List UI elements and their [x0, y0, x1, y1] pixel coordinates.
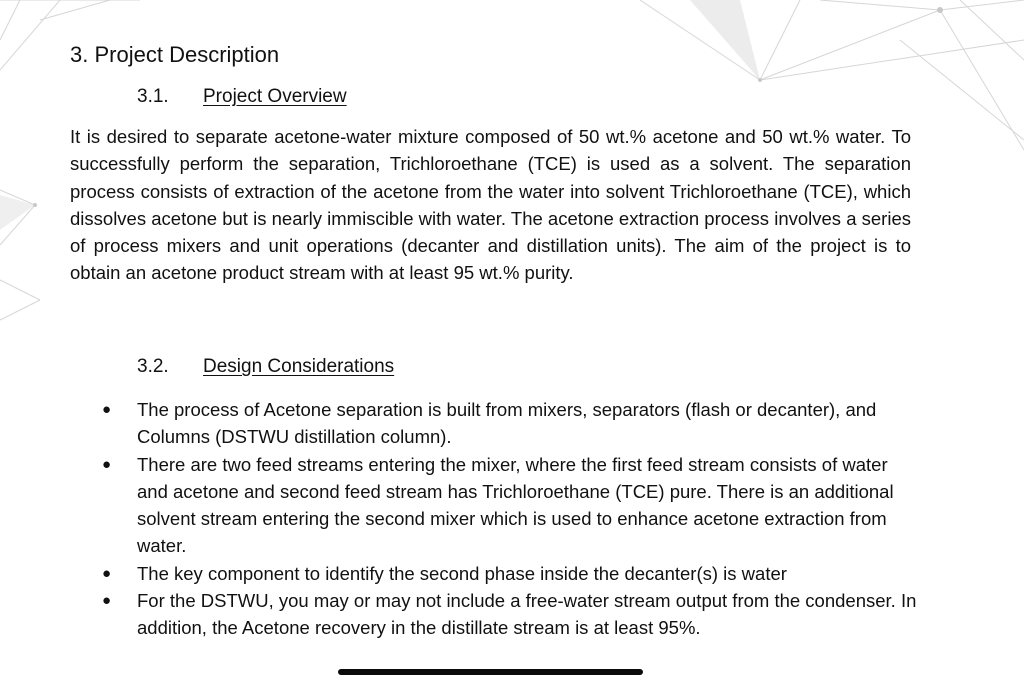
- subsection-heading-overview: [137, 84, 347, 110]
- overview-paragraph: It is desired to separate acetone-water mixture composed of 50 wt.% acetone and 50 wt.% water. To successfully perform the separation, Trichloroethane (TCE) is used as a solvent. The separation process consists of extraction of the acetone from the water into solvent Trichloroethane (TCE), which dissolves acetone but is nearly immiscible with water. The acetone extraction process involves a series of process mixers and unit operations (decanter and distillation units). The aim of the project is to obtain an acetone product stream with at least 95 wt.% purity.: [70, 126, 911, 284]
- subsection-heading-design: [137, 354, 394, 380]
- bullet-icon: ●: [102, 455, 112, 473]
- list-item-text: The process of Acetone separation is built from mixers, separators (flash or decanter), and Columns (DSTWU distillation column).: [137, 399, 877, 448]
- design-considerations-list: [100, 396, 920, 642]
- bullet-icon: ●: [102, 401, 112, 418]
- list-item-text: For the DSTWU, you may or may not include a free-water stream output from the condenser. In addition, the Acetone recovery in the distillate stream is at least 95%.: [137, 590, 917, 639]
- list-item: [100, 451, 920, 560]
- home-indicator-bar[interactable]: [338, 669, 643, 675]
- list-item-text: There are two feed streams entering the mixer, where the first feed stream consists of water and acetone and second feed stream has Trichloroethane (TCE) pure. There is an additional solvent stream entering the second mixer which is used to enhance acetone extraction from water.: [137, 453, 894, 557]
- list-item: [100, 587, 920, 642]
- subsection-number: 3.2.: [137, 356, 169, 377]
- subsection-title: Design Considerations: [203, 356, 395, 377]
- list-item: [100, 560, 920, 587]
- subsection-title: Project Overview: [203, 86, 347, 107]
- list-item: [100, 396, 920, 451]
- section-heading: [70, 40, 279, 70]
- bullet-icon: ●: [102, 564, 112, 582]
- section-number: 3.: [70, 42, 89, 67]
- section-title: Project Description: [94, 42, 280, 67]
- bullet-icon: ●: [102, 592, 112, 610]
- list-item-text: The key component to identify the second phase inside the decanter(s) is water: [137, 562, 787, 584]
- subsection-number: 3.1.: [137, 86, 169, 107]
